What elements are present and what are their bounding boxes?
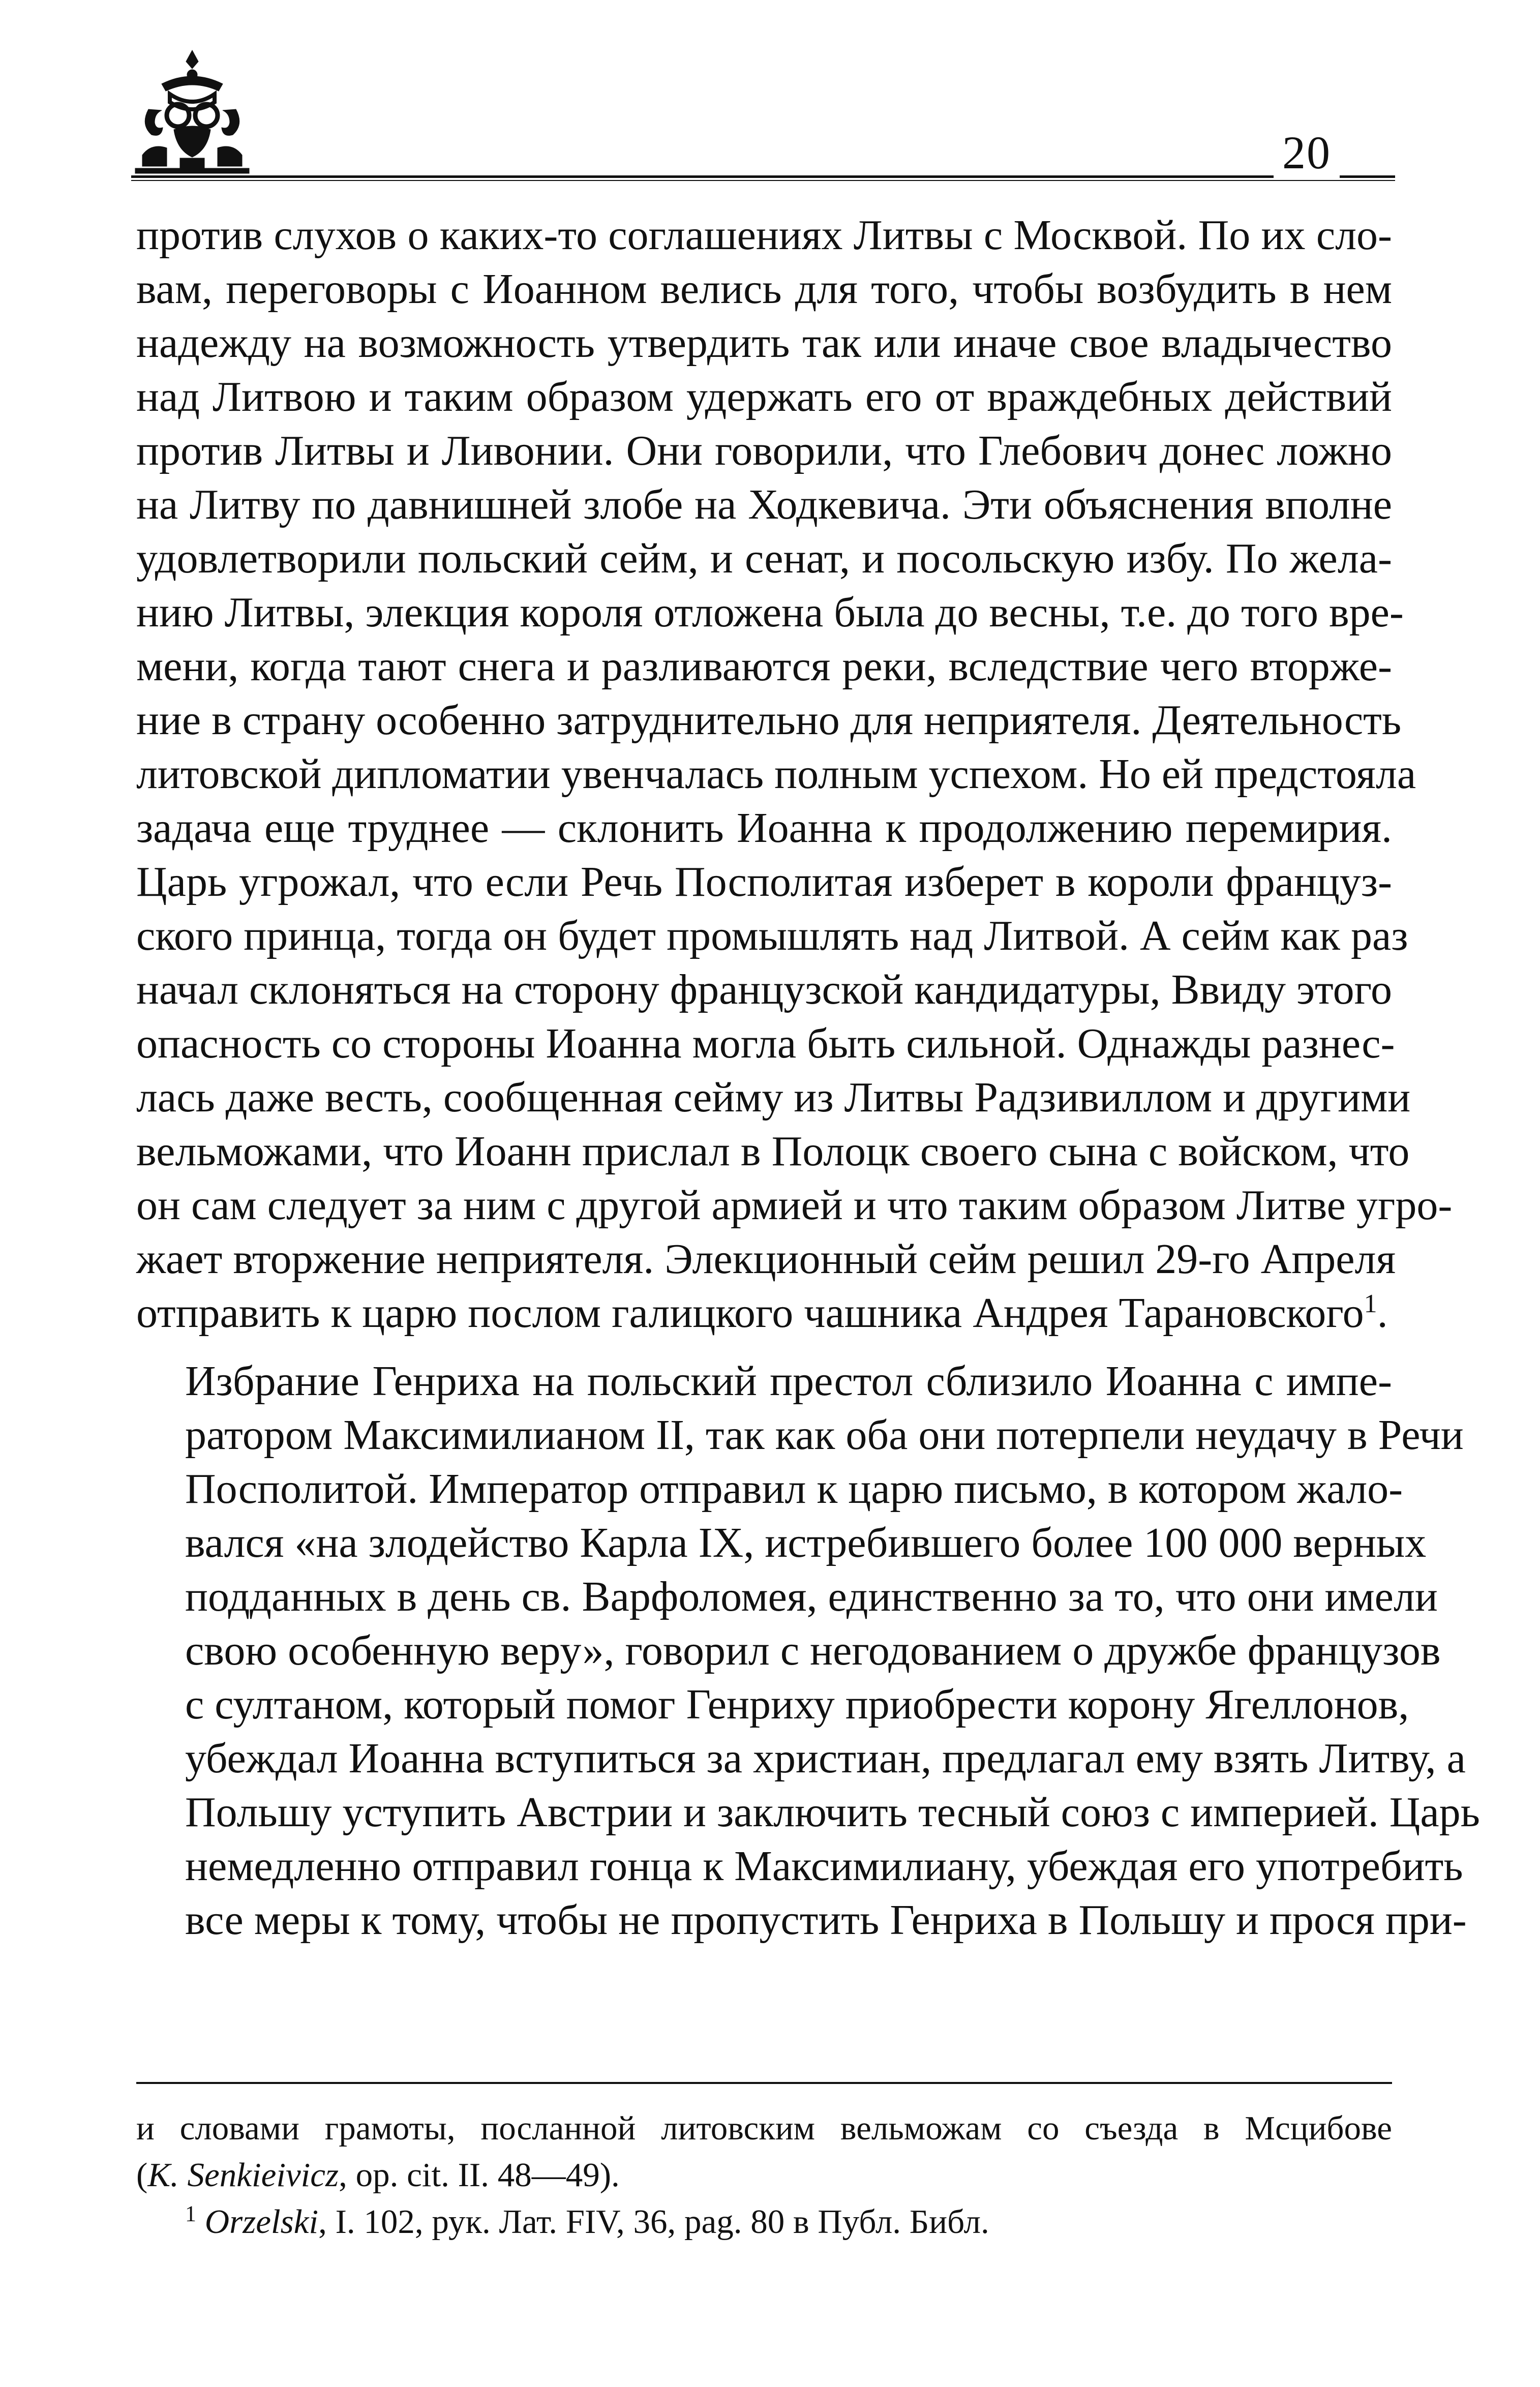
text-line: ского принца, тогда он будет промышлять над Литвой. А сейм как раз	[136, 912, 1408, 959]
text-line: Посполитой. Император отправил к царю письмо, в котором жало-	[185, 1465, 1403, 1513]
ornament-icon	[131, 48, 253, 182]
page-number: 20	[1274, 127, 1340, 178]
text-line: убеждал Иоанна вступиться за христиан, предлагал ему взять Литву, а	[185, 1735, 1466, 1782]
text-line: начал склоняться на сторону французской кандидатуры, Ввиду этого	[136, 966, 1393, 1013]
text-line: он сам следует за ним с другой армией и что таким образом Литве угро-	[136, 1182, 1453, 1229]
text-line-last-content: отправить к царю послом галицкого чашника Андрея Тарановского	[136, 1289, 1364, 1337]
footnote-author: K. Senkieivicz	[147, 2156, 339, 2194]
text-line: мени, когда тают снега и разливаются реки, вследствие чего вторже-	[136, 643, 1392, 690]
text-line: Избрание Генриха на польский престол сблизило Иоанна с импе-	[185, 1357, 1392, 1405]
header-rule	[131, 175, 1395, 182]
text-line: опасность со стороны Иоанна могла быть сильной. Однажды разнес-	[136, 1020, 1395, 1067]
text-line: против слухов о каких-то соглашениях Литвы с Москвой. По их сло-	[136, 211, 1392, 259]
footnotes	[136, 2105, 1392, 2245]
text-line: вельможами, что Иоанн прислал в Полоцк своего сына с войском, что	[136, 1128, 1410, 1175]
text-line: против Литвы и Ливонии. Они говорили, что Глебович донес ложно	[136, 427, 1392, 474]
text-line: задача еще труднее — склонить Иоанна к продолжению перемирия.	[136, 804, 1392, 852]
text-line: Царь угрожал, что если Речь Посполитая изберет в короли француз-	[136, 858, 1392, 905]
text-line: свою особенную веру», говорил с негодованием о дружбе французов	[185, 1627, 1441, 1674]
text-line: на Литву по давнишней злобе на Ходкевича. Эти объяснения вполне	[136, 481, 1392, 528]
text-line: ние в страну особенно затруднительно для неприятеля. Деятельность	[136, 697, 1402, 744]
footnote-1-author: Orzelski	[204, 2203, 319, 2241]
footnote-rule	[136, 2082, 1392, 2084]
header-rule-thick	[131, 175, 1395, 178]
body-text	[136, 208, 1480, 1947]
footnote-citation: , op. cit. II. 48—49).	[339, 2156, 620, 2194]
footnote-1-marker: 1	[185, 2201, 196, 2226]
paragraph-1	[136, 208, 1453, 1340]
text-line: надежду на возможность утвердить так или иначе свое владычество	[136, 319, 1392, 367]
header-rule-thin	[131, 180, 1395, 181]
text-line-last	[136, 1286, 1392, 1340]
text-line: подданных в день св. Варфоломея, единственно за то, что они имели	[185, 1573, 1438, 1620]
footnote-continued	[136, 2105, 1392, 2198]
paragraph-2	[136, 1354, 1480, 1947]
text-line: литовской дипломатии увенчалась полным успехом. Но ей предстояла	[136, 750, 1416, 798]
text-line: нию Литвы, элекция короля отложена была до весны, т.е. до того вре-	[136, 589, 1404, 636]
text-line: над Литвою и таким образом удержать его от враждебных действий	[136, 373, 1392, 420]
text-line: немедленно отправил гонца к Максимилиану, убеждая его употребить	[185, 1842, 1463, 1890]
footnote-paren: (	[136, 2156, 148, 2194]
footnote-1-citation: , I. 102, рук. Лат. FIV, 36, pag. 80 в Публ. Библ.	[318, 2203, 989, 2241]
footnote-line	[136, 2152, 1392, 2198]
text-line: вался «на злодейство Карла IX, истребившего более 100 000 верных	[185, 1519, 1427, 1566]
footnote-line: и словами грамоты, посланной литовским вельможам со съезда в Мсцибове	[136, 2109, 1392, 2147]
footnote-1	[136, 2198, 1392, 2245]
text-line: лась даже весть, сообщенная сейму из Литвы Радзивиллом и другими	[136, 1074, 1411, 1121]
footnote-marker[interactable]: 1	[1364, 1289, 1377, 1318]
text-line: жает вторжение неприятеля. Элекционный сейм решил 29-го Апреля	[136, 1235, 1396, 1283]
text-line: ратором Максимилианом II, так как оба они потерпели неудачу в Речи	[185, 1411, 1464, 1459]
text-line: удовлетворили польский сейм, и сенат, и посольскую избу. По жела-	[136, 535, 1392, 582]
sentence-end: .	[1377, 1289, 1388, 1337]
text-line: все меры к тому, чтобы не пропустить Генриха в Польшу и прося при-	[185, 1896, 1467, 1944]
text-line: вам, переговоры с Иоанном велись для того, чтобы возбудить в нем	[136, 265, 1392, 313]
text-line: с султаном, который помог Генриху приобрести корону Ягеллонов,	[185, 1681, 1409, 1728]
text-line: Польшу уступить Австрии и заключить тесный союз с империей. Царь	[185, 1789, 1480, 1836]
